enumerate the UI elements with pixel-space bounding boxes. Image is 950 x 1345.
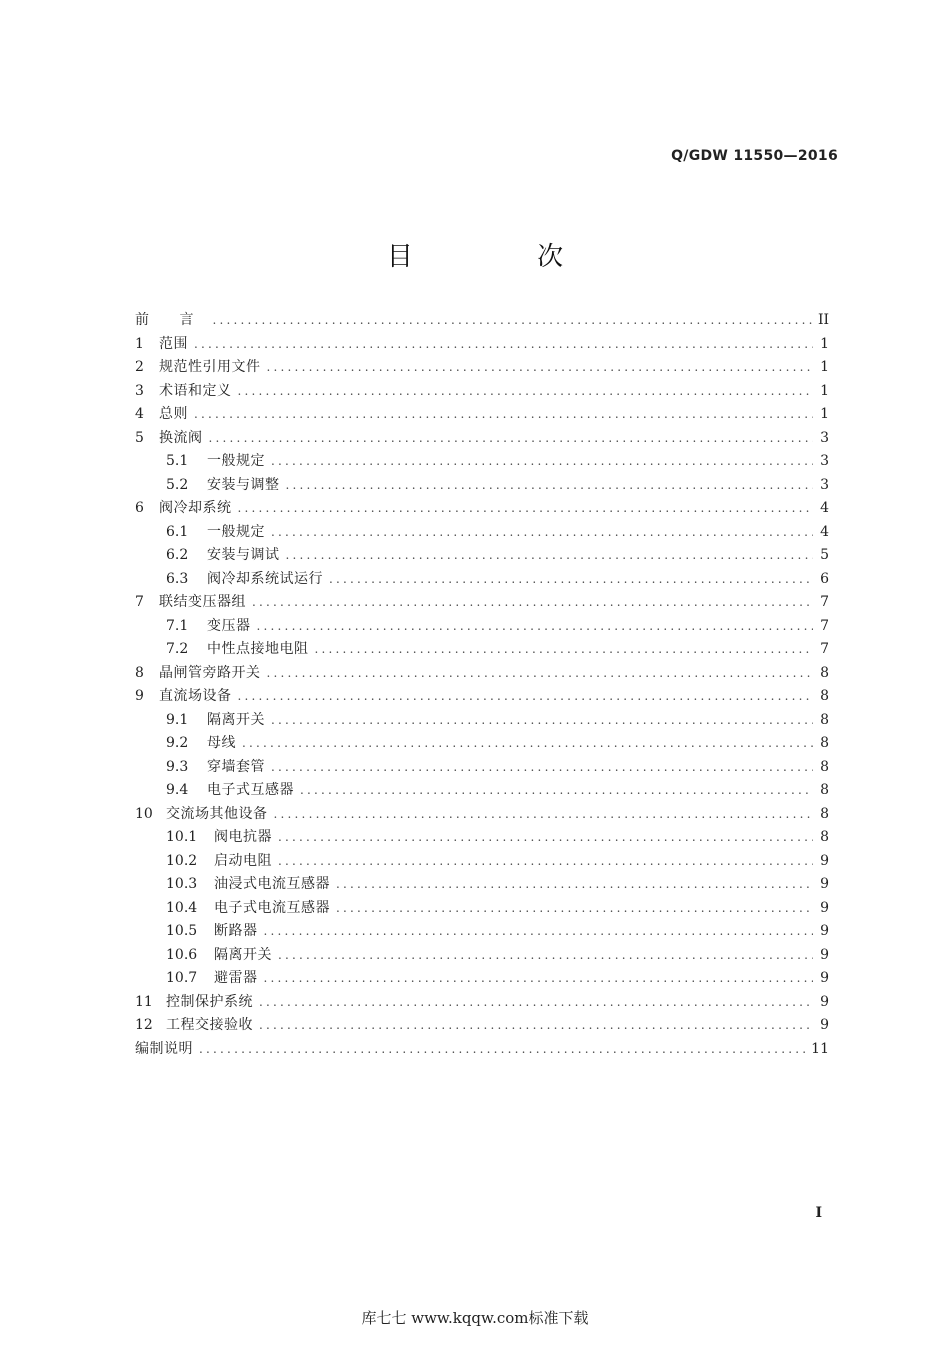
toc-entry-number: 6	[135, 500, 144, 516]
toc-entry-page: 3	[820, 429, 829, 446]
toc-entry-number: 10.6	[166, 946, 198, 963]
toc-dot-leader	[336, 897, 813, 921]
toc-entry-number: 10.2	[166, 852, 198, 869]
toc-entry-page: 7	[820, 617, 829, 634]
toc-entry-label: 阀冷却系统	[159, 500, 232, 516]
toc-entry-page: 9	[820, 946, 829, 963]
toc-entry-label: 术语和定义	[159, 382, 232, 399]
toc-entry-label: 电子式电流互感器	[214, 899, 330, 916]
page-number: I	[815, 1205, 822, 1221]
toc-entry-label: 隔离开关	[214, 946, 272, 963]
toc-dot-leader	[271, 756, 813, 780]
toc-entry[interactable]	[135, 897, 829, 921]
toc-entry-label: 阀冷却系统试运行	[207, 570, 323, 587]
toc-entry-page: 1	[820, 335, 829, 352]
toc-entry[interactable]	[135, 991, 829, 1015]
toc-entry[interactable]	[135, 474, 829, 498]
toc-entry-page: 8	[820, 758, 829, 775]
toc-entry[interactable]	[135, 920, 829, 944]
toc-entry[interactable]	[135, 333, 829, 357]
toc-entry-page: 8	[820, 664, 829, 681]
toc-entry-number: 10.4	[166, 899, 198, 916]
toc-entry-page: 8	[820, 782, 829, 798]
toc-entry[interactable]	[135, 450, 829, 474]
toc-dot-leader	[315, 638, 814, 662]
toc-entry-number: 5	[135, 429, 144, 446]
toc-entry-label: 变压器	[207, 617, 251, 634]
toc-dot-leader	[336, 873, 813, 897]
toc-dot-leader	[286, 544, 814, 568]
toc-entry-page: 3	[820, 476, 829, 493]
toc-entry-page: 6	[820, 570, 829, 587]
toc-entry[interactable]	[135, 427, 829, 451]
page-title: 目 次	[386, 242, 622, 272]
toc-entry[interactable]	[135, 544, 829, 568]
toc-entry[interactable]	[135, 309, 829, 333]
toc-dot-leader	[300, 779, 813, 803]
toc-entry-label: 电子式互感器	[207, 782, 294, 798]
toc-dot-leader	[194, 333, 813, 357]
toc-entry-page: 9	[820, 970, 829, 986]
toc-entry[interactable]	[135, 568, 829, 592]
toc-entry[interactable]	[135, 967, 829, 991]
toc-dot-leader	[271, 521, 813, 545]
toc-entry-label: 联结变压器组	[159, 594, 246, 610]
toc-entry-number: 6.3	[166, 570, 189, 587]
toc-entry[interactable]	[135, 709, 829, 733]
toc-entry-page: 8	[820, 829, 829, 845]
toc-entry-label: 晶闸管旁路开关	[159, 664, 261, 681]
toc-entry[interactable]	[135, 850, 829, 874]
toc-dot-leader	[257, 615, 814, 639]
toc-entry-number: 9	[135, 688, 144, 704]
toc-dot-leader	[199, 1038, 805, 1062]
toc-dot-leader	[238, 685, 814, 709]
toc-entry-label: 阀电抗器	[214, 829, 272, 845]
footer-watermark: 库七七 www.kqqw.com标准下载	[361, 1309, 589, 1327]
toc-entry-page: 1	[820, 359, 829, 375]
toc-dot-leader	[271, 709, 813, 733]
toc-entry-label: 规范性引用文件	[159, 359, 261, 375]
toc-entry[interactable]	[135, 1038, 829, 1062]
toc-entry-label: 母线	[207, 735, 236, 751]
toc-entry-label: 换流阀	[159, 429, 203, 446]
toc-entry-label: 穿墙套管	[207, 758, 265, 775]
toc-entry-number: 1	[135, 335, 144, 352]
toc-dot-leader	[194, 403, 813, 427]
toc-entry-number: 10	[135, 805, 153, 822]
toc-entry-label: 直流场设备	[159, 688, 232, 704]
toc-dot-leader	[278, 944, 813, 968]
toc-entry-label: 总则	[159, 406, 188, 422]
toc-entry-label: 前 言	[135, 312, 207, 328]
toc-entry-number: 5.2	[166, 476, 189, 493]
toc-dot-leader	[264, 967, 814, 991]
toc-entry-number: 6.2	[166, 547, 189, 563]
toc-entry-page: 9	[820, 923, 829, 939]
toc-entry-label: 控制保护系统	[166, 993, 253, 1010]
toc-dot-leader	[278, 850, 813, 874]
toc-entry[interactable]	[135, 521, 829, 545]
toc-entry[interactable]	[135, 662, 829, 686]
toc-entry-number: 2	[135, 359, 144, 375]
toc-entry[interactable]	[135, 944, 829, 968]
toc-entry-label: 一般规定	[207, 523, 265, 540]
toc-entry-page: 11	[811, 1040, 829, 1057]
toc-entry-label: 一般规定	[207, 453, 265, 469]
toc-entry-number: 10.7	[166, 970, 198, 986]
toc-entry-page: 8	[820, 711, 829, 728]
toc-entry-label: 交流场其他设备	[166, 805, 268, 822]
toc-entry-number: 6.1	[166, 523, 189, 540]
toc-dot-leader	[329, 568, 813, 592]
toc-entry[interactable]	[135, 732, 829, 756]
toc-entry-page: 4	[820, 523, 829, 540]
toc-entry[interactable]	[135, 779, 829, 803]
toc-entry-number: 10.1	[166, 829, 198, 845]
toc-entry-page: 7	[820, 594, 829, 610]
toc-entry[interactable]	[135, 756, 829, 780]
toc-entry-label: 断路器	[214, 923, 258, 939]
toc-entry-page: 8	[820, 688, 829, 704]
toc-dot-leader	[264, 920, 814, 944]
toc-entry[interactable]	[135, 638, 829, 662]
toc-dot-leader	[271, 450, 813, 474]
toc-entry-label: 安装与调试	[207, 547, 280, 563]
toc-entry-page: II	[817, 312, 829, 328]
toc-entry-number: 9.1	[166, 711, 189, 728]
toc-entry-page: 1	[820, 406, 829, 422]
toc-entry-page: 4	[820, 500, 829, 516]
toc-entry[interactable]	[135, 591, 829, 615]
toc-entry-page: 8	[820, 805, 829, 822]
toc-dot-leader	[238, 497, 814, 521]
toc-entry-label: 避雷器	[214, 970, 258, 986]
toc-dot-leader	[252, 591, 813, 615]
toc-entry[interactable]	[135, 1014, 829, 1038]
toc-entry-label: 范围	[159, 335, 188, 352]
document-code: Q/GDW 11550—2016	[671, 148, 838, 164]
toc-entry-label: 启动电阻	[214, 852, 272, 869]
toc-entry-number: 9.4	[166, 782, 189, 798]
toc-entry-number: 7.2	[166, 641, 189, 657]
toc-entry-number: 9.3	[166, 758, 189, 775]
toc-entry-page: 9	[820, 876, 829, 892]
toc-entry-label: 工程交接验收	[166, 1017, 253, 1033]
toc-dot-leader	[212, 309, 811, 333]
toc-entry-number: 10.5	[166, 923, 198, 939]
toc-entry-label: 隔离开关	[207, 711, 265, 728]
table-of-contents	[135, 309, 829, 1061]
toc-entry[interactable]	[135, 873, 829, 897]
toc-entry-page: 9	[820, 852, 829, 869]
toc-entry-page: 9	[820, 993, 829, 1010]
toc-entry[interactable]	[135, 356, 829, 380]
toc-dot-leader	[238, 380, 814, 404]
toc-dot-leader	[259, 1014, 813, 1038]
toc-entry-page: 7	[820, 641, 829, 657]
toc-entry-number: 3	[135, 382, 144, 399]
toc-dot-leader	[286, 474, 814, 498]
toc-dot-leader	[267, 356, 814, 380]
toc-dot-leader	[242, 732, 813, 756]
toc-dot-leader	[278, 826, 813, 850]
toc-entry-number: 4	[135, 406, 144, 422]
toc-dot-leader	[274, 803, 814, 827]
toc-entry-page: 5	[820, 547, 829, 563]
toc-entry-number: 7.1	[166, 617, 189, 634]
toc-entry-page: 1	[820, 382, 829, 399]
toc-entry[interactable]	[135, 826, 829, 850]
toc-entry-number: 5.1	[166, 453, 189, 469]
toc-entry-number: 10.3	[166, 876, 198, 892]
toc-entry[interactable]	[135, 615, 829, 639]
toc-entry-page: 9	[820, 1017, 829, 1033]
toc-entry-number: 11	[135, 993, 153, 1010]
toc-entry-number: 8	[135, 664, 144, 681]
toc-entry-number: 9.2	[166, 735, 189, 751]
toc-dot-leader	[209, 427, 814, 451]
toc-entry-label: 编制说明	[135, 1040, 193, 1057]
toc-entry[interactable]	[135, 380, 829, 404]
toc-entry-page: 8	[820, 735, 829, 751]
toc-entry[interactable]	[135, 497, 829, 521]
toc-entry-page: 9	[820, 899, 829, 916]
toc-entry-number: 7	[135, 594, 144, 610]
toc-entry-page: 3	[820, 453, 829, 469]
toc-dot-leader	[259, 991, 813, 1015]
toc-entry-number: 12	[135, 1017, 153, 1033]
toc-entry[interactable]	[135, 803, 829, 827]
toc-entry-label: 油浸式电流互感器	[214, 876, 330, 892]
toc-dot-leader	[267, 662, 814, 686]
toc-entry[interactable]	[135, 685, 829, 709]
toc-entry[interactable]	[135, 403, 829, 427]
toc-entry-label: 安装与调整	[207, 476, 280, 493]
toc-entry-label: 中性点接地电阻	[207, 641, 309, 657]
